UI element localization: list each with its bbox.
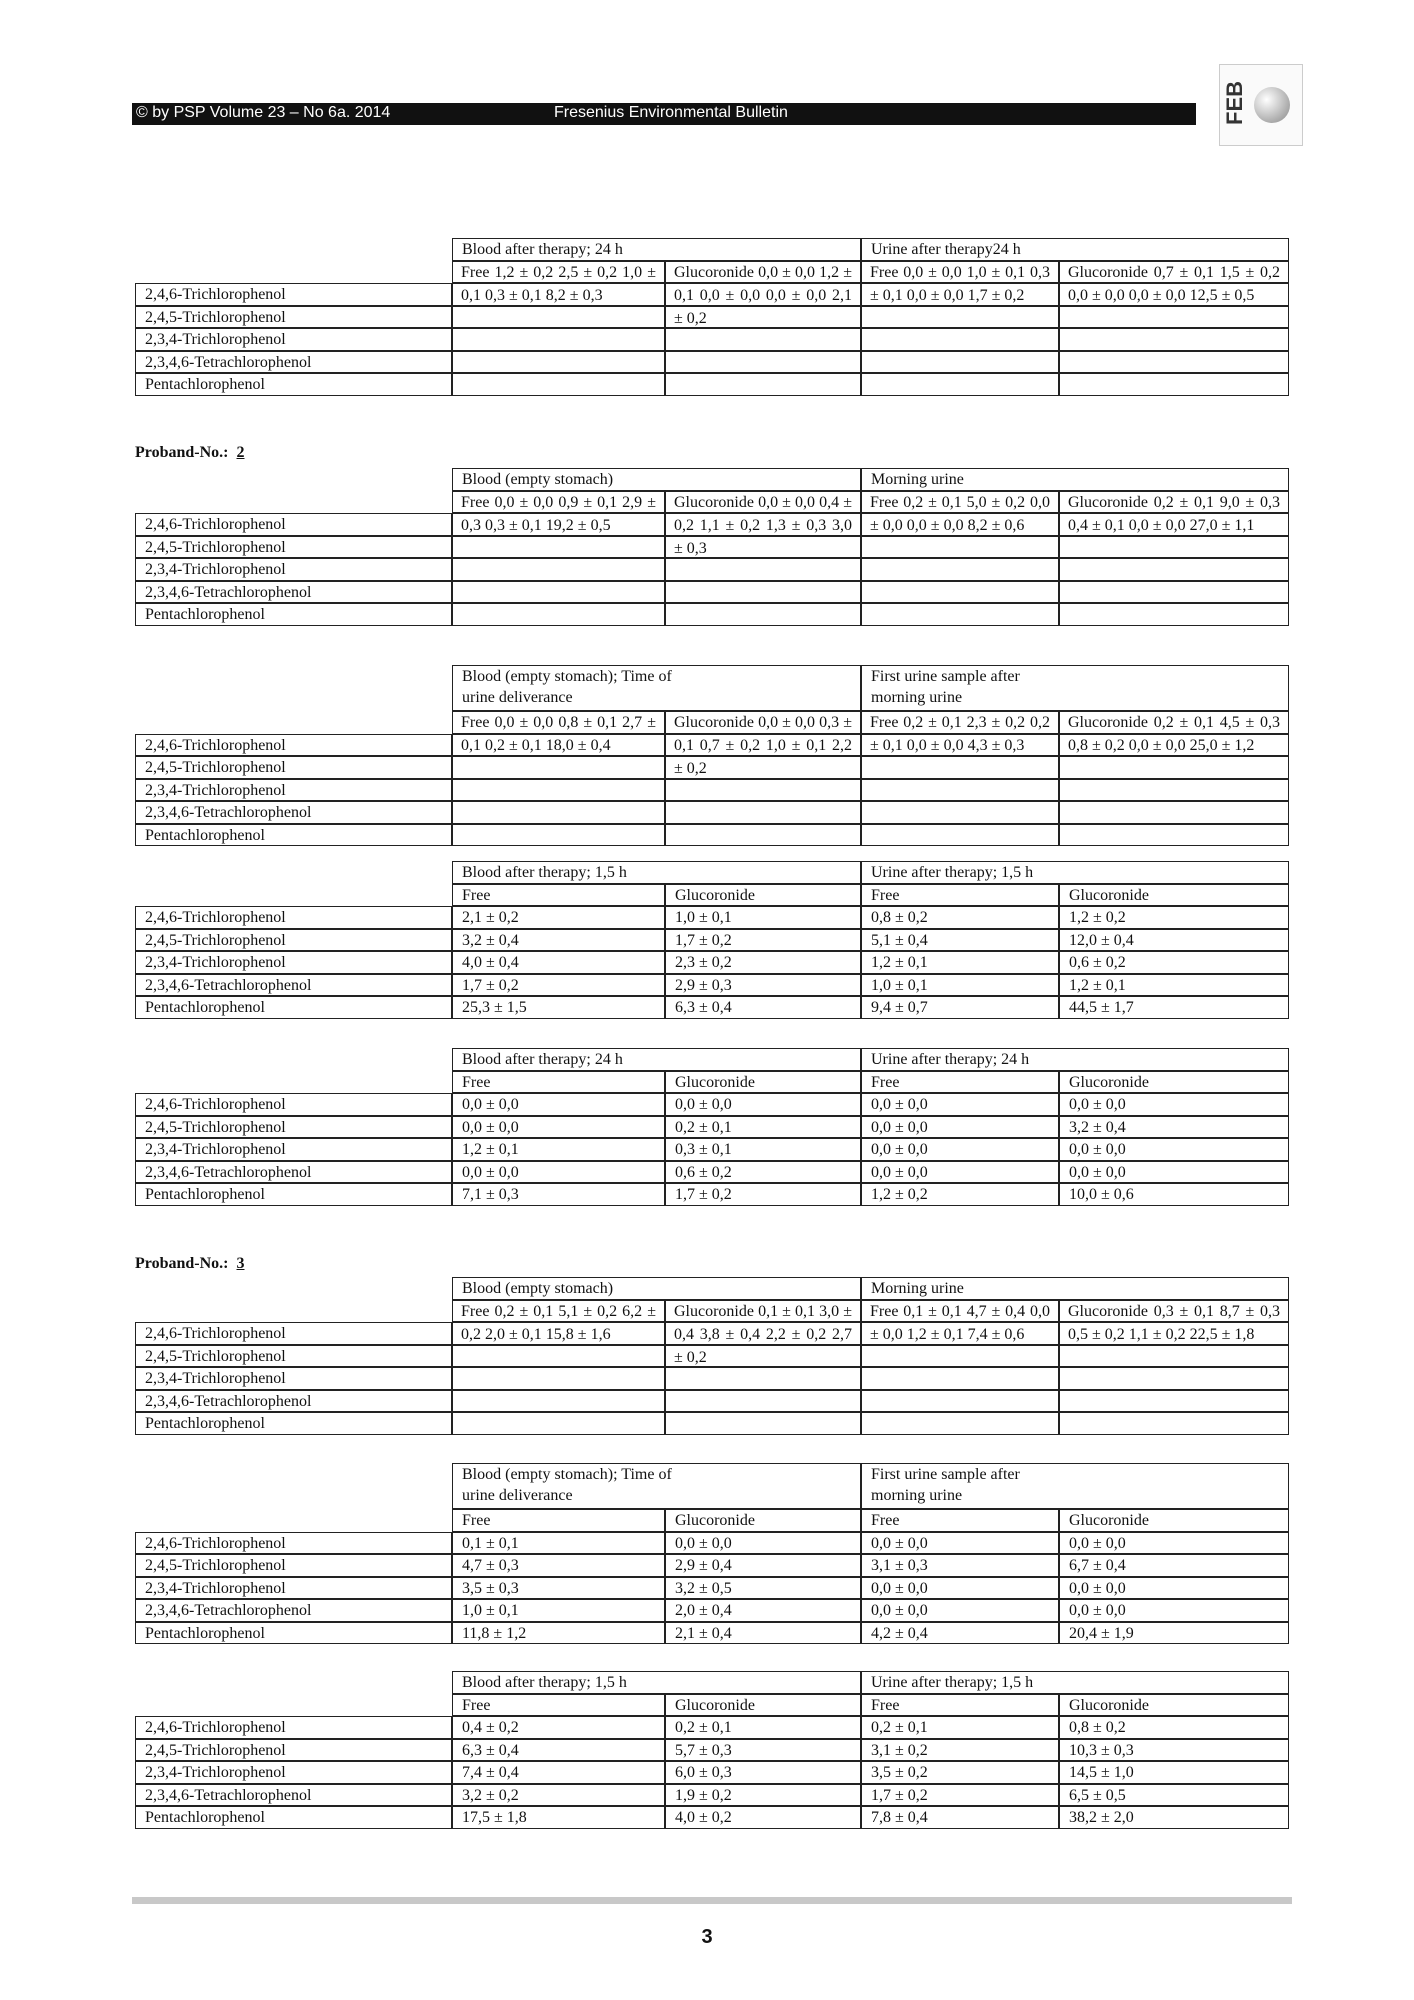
value-cell: 4,7 ± 0,3 [452,1554,665,1577]
group-header: Blood after therapy; 1,5 h [452,861,861,884]
value-cell [1059,1412,1289,1435]
group-header: Blood (empty stomach); Time of urine deliverance [452,665,861,711]
value-cell: 9,4 ± 0,7 [861,996,1059,1019]
value-cell: 3,5 ± 0,2 [861,1761,1059,1784]
value-cell [861,581,1059,604]
value-cell [1059,801,1289,824]
value-cell: 14,5 ± 1,0 [1059,1761,1289,1784]
page-number: 3 [701,1926,713,1948]
value-cell [861,801,1059,824]
compound-name: 2,3,4-Trichlorophenol [135,1577,452,1600]
value-cell [861,373,1059,396]
value-cell [452,1367,665,1390]
value-cell: 5,7 ± 0,3 [665,1739,861,1762]
value-cell: 1,2 ± 0,1 [861,951,1059,974]
proband-number: 2 [236,444,245,461]
value-cell [452,824,665,847]
compound-name: 2,3,4,6-Tetrachlorophenol [135,1784,452,1807]
group-header: Morning urine [861,468,1289,491]
compound-name: 2,3,4,6-Tetrachlorophenol [135,1599,452,1622]
value-cell [665,558,861,581]
subheader-cell: Glucoronide [1059,1509,1289,1532]
value-cell: 1,0 ± 0,1 [665,906,861,929]
value-cell: 6,7 ± 0,4 [1059,1554,1289,1577]
value-cell [665,1367,861,1390]
column-values-text: Free 1,2 ± 0,2 2,5 ± 0,2 1,0 ± 0,1 0,3 ± 0,1 8,2 ± 0,3 [461,263,656,304]
logo-text: FEB [1222,81,1247,125]
value-cell: 3,5 ± 0,3 [452,1577,665,1600]
value-cell [665,801,861,824]
subheader-cell: Free [452,884,665,907]
compound-name: 2,3,4,6-Tetrachlorophenol [135,974,452,997]
value-cell [861,328,1059,351]
value-cell: 0,0 ± 0,0 [861,1116,1059,1139]
value-cell [452,351,665,374]
compound-name: Pentachlorophenol [135,1412,452,1435]
value-cell: 0,0 ± 0,0 [1059,1532,1289,1555]
value-cell [452,1390,665,1413]
data-table [135,468,1289,626]
value-cell: 6,3 ± 0,4 [452,1739,665,1762]
group-header: First urine sample after morning urine [861,1463,1289,1509]
value-cell [665,1412,861,1435]
compound-name: 2,3,4-Trichlorophenol [135,328,452,351]
column-values-text: Free 0,2 ± 0,1 2,3 ± 0,2 0,2 ± 0,1 0,0 ± 0,0 4,3 ± 0,3 [870,714,1050,754]
value-cell: 0,0 ± 0,0 [665,1093,861,1116]
subheader-cell: Free [861,884,1059,907]
group-header: Blood (empty stomach) [452,468,861,491]
compound-name: 2,4,6-Trichlorophenol [135,906,452,929]
compound-name: Pentachlorophenol [135,373,452,396]
compound-name: Pentachlorophenol [135,1622,452,1645]
value-cell [861,824,1059,847]
value-cell: 3,1 ± 0,3 [861,1554,1059,1577]
value-cell [1059,328,1289,351]
value-cell [452,756,665,779]
column-values-text: Glucoronide 0,1 ± 0,1 3,0 ± 0,4 3,8 ± 0,4 2,2 ± 0,2 2,7 ± 0,2 [674,1302,852,1366]
value-cell: 3,2 ± 0,2 [452,1784,665,1807]
compound-name: 2,4,5-Trichlorophenol [135,1554,452,1577]
compound-name: 2,4,6-Trichlorophenol [135,1716,452,1739]
value-cell: 1,2 ± 0,1 [452,1138,665,1161]
proband-label-3 [135,1255,245,1273]
value-cell [1059,558,1289,581]
value-cell [452,1345,665,1368]
compound-name: 2,4,5-Trichlorophenol [135,756,452,779]
subheader-cell: Glucoronide [665,1694,861,1717]
value-cell: 0,0 ± 0,0 [861,1599,1059,1622]
value-cell [1059,581,1289,604]
journal-title: Fresenius Environmental Bulletin [554,104,788,121]
value-cell: 0,0 ± 0,0 [1059,1161,1289,1184]
value-cell [665,581,861,604]
value-cell: 4,0 ± 0,4 [452,951,665,974]
column-values-text: Glucoronide 0,3 ± 0,1 8,7 ± 0,3 0,5 ± 0,2 1,1 ± 0,2 22,5 ± 1,8 [1068,1302,1280,1343]
value-cell: 0,0 ± 0,0 [861,1138,1059,1161]
column-values-text: Free 0,1 ± 0,1 4,7 ± 0,4 0,0 ± 0,0 1,2 ± 0,1 7,4 ± 0,6 [870,1302,1050,1343]
compound-name: 2,3,4-Trichlorophenol [135,1761,452,1784]
value-cell [452,558,665,581]
compound-name: 2,4,6-Trichlorophenol [135,513,452,536]
value-cell [665,328,861,351]
value-cell: 1,2 ± 0,1 [1059,974,1289,997]
subheader-cell: Free [861,1071,1059,1094]
value-cell: 0,1 ± 0,1 [452,1532,665,1555]
column-values-text: Glucoronide 0,2 ± 0,1 9,0 ± 0,3 0,4 ± 0,1 0,0 ± 0,0 27,0 ± 1,1 [1068,493,1280,534]
column-values-text: Glucoronide 0,0 ± 0,0 0,4 ± 0,2 1,1 ± 0,2 1,3 ± 0,3 3,0 ± 0,3 [674,493,852,557]
value-cell: 0,0 ± 0,0 [1059,1577,1289,1600]
compound-name: 2,4,5-Trichlorophenol [135,536,452,559]
group-header: First urine sample after morning urine [861,665,1289,711]
value-cell [1059,1390,1289,1413]
value-cell: 3,1 ± 0,2 [861,1739,1059,1762]
group-header: Blood after therapy; 1,5 h [452,1671,861,1694]
compound-name: 2,4,5-Trichlorophenol [135,306,452,329]
value-cell [452,1412,665,1435]
proband-text: Proband-No.: [135,1255,229,1272]
value-cell: 2,9 ± 0,4 [665,1554,861,1577]
subheader-cell: Glucoronide [1059,1694,1289,1717]
value-cell [665,603,861,626]
value-cell [452,581,665,604]
compound-name: 2,3,4-Trichlorophenol [135,1138,452,1161]
value-cell: 3,2 ± 0,5 [665,1577,861,1600]
value-cell: 1,2 ± 0,2 [861,1183,1059,1206]
group-header: Urine after therapy; 1,5 h [861,1671,1289,1694]
compound-name: 2,3,4,6-Tetrachlorophenol [135,1390,452,1413]
value-cell [1059,351,1289,374]
subheader-cell: Glucoronide [1059,884,1289,907]
value-cell [1059,779,1289,802]
subheader-cell: Glucoronide [665,1509,861,1532]
value-cell: 2,3 ± 0,2 [665,951,861,974]
data-table [135,665,1289,846]
value-cell [861,351,1059,374]
value-cell: 2,1 ± 0,4 [665,1622,861,1645]
proband-text: Proband-No.: [135,444,229,461]
value-cell [861,1345,1059,1368]
value-cell: 10,0 ± 0,6 [1059,1183,1289,1206]
data-table [135,238,1289,396]
value-cell [1059,603,1289,626]
value-cell: 0,8 ± 0,2 [861,906,1059,929]
value-cell: 1,0 ± 0,1 [861,974,1059,997]
value-cell [1059,373,1289,396]
value-cell [861,1390,1059,1413]
value-cell [861,558,1059,581]
value-cell [452,779,665,802]
subheader-cell: Free [452,1071,665,1094]
column-values-text: Free 0,0 ± 0,0 1,0 ± 0,1 0,3 ± 0,1 0,0 ± 0,0 1,7 ± 0,2 [870,263,1050,304]
value-cell [665,373,861,396]
value-cell [665,351,861,374]
value-cell [665,779,861,802]
value-cell [861,536,1059,559]
value-cell [1059,1345,1289,1368]
proband-label-2 [135,444,245,462]
value-cell: 17,5 ± 1,8 [452,1806,665,1829]
compound-name: Pentachlorophenol [135,1183,452,1206]
compound-name: Pentachlorophenol [135,603,452,626]
value-cell: 1,0 ± 0,1 [452,1599,665,1622]
value-cell [1059,1367,1289,1390]
group-header: Blood after therapy; 24 h [452,1048,861,1071]
data-table [135,1048,1289,1206]
subheader-cell: Free [452,1694,665,1717]
value-cell [861,1412,1059,1435]
group-header: Urine after therapy24 h [861,238,1289,261]
value-cell [452,603,665,626]
subheader-cell: Free [452,1509,665,1532]
compound-name: 2,3,4-Trichlorophenol [135,779,452,802]
compound-name: 2,4,5-Trichlorophenol [135,1345,452,1368]
value-cell: 0,0 ± 0,0 [1059,1138,1289,1161]
value-cell: 2,1 ± 0,2 [452,906,665,929]
value-cell: 7,1 ± 0,3 [452,1183,665,1206]
footer-rule [132,1897,1292,1904]
value-cell [861,306,1059,329]
subheader-cell: Free [861,1509,1059,1532]
value-cell: 0,0 ± 0,0 [861,1161,1059,1184]
value-cell: 0,0 ± 0,0 [861,1093,1059,1116]
value-cell: 2,9 ± 0,3 [665,974,861,997]
value-cell: 0,2 ± 0,1 [665,1116,861,1139]
subheader-cell: Glucoronide [665,884,861,907]
value-cell [1059,756,1289,779]
value-cell: 0,3 ± 0,1 [665,1138,861,1161]
volume-info: © by PSP Volume 23 – No 6a. 2014 [136,104,391,121]
compound-name: Pentachlorophenol [135,996,452,1019]
value-cell: 38,2 ± 2,0 [1059,1806,1289,1829]
compound-name: 2,4,5-Trichlorophenol [135,1116,452,1139]
logo-ball-icon [1254,87,1290,123]
value-cell: 44,5 ± 1,7 [1059,996,1289,1019]
value-cell: 0,0 ± 0,0 [1059,1093,1289,1116]
compound-name: 2,3,4-Trichlorophenol [135,951,452,974]
value-cell [861,779,1059,802]
value-cell: 0,0 ± 0,0 [452,1093,665,1116]
value-cell: 7,4 ± 0,4 [452,1761,665,1784]
column-values-text: Glucoronide 0,0 ± 0,0 0,3 ± 0,1 0,7 ± 0,2 1,0 ± 0,1 2,2 ± 0,2 [674,714,852,777]
value-cell: 0,0 ± 0,0 [1059,1599,1289,1622]
compound-name: 2,3,4,6-Tetrachlorophenol [135,801,452,824]
compound-name: Pentachlorophenol [135,1806,452,1829]
data-table [135,1463,1289,1644]
compound-name: 2,3,4,6-Tetrachlorophenol [135,1161,452,1184]
value-cell: 20,4 ± 1,9 [1059,1622,1289,1645]
compound-name: Pentachlorophenol [135,824,452,847]
value-cell: 0,0 ± 0,0 [452,1161,665,1184]
group-header: Morning urine [861,1277,1289,1300]
value-cell [861,756,1059,779]
value-cell: 0,0 ± 0,0 [861,1577,1059,1600]
value-cell [665,824,861,847]
subheader-cell: Glucoronide [1059,1071,1289,1094]
value-cell [1059,824,1289,847]
compound-name: 2,3,4-Trichlorophenol [135,1367,452,1390]
value-cell: 3,2 ± 0,4 [1059,1116,1289,1139]
value-cell: 4,2 ± 0,4 [861,1622,1059,1645]
column-values-text: Free 0,2 ± 0,1 5,1 ± 0,2 6,2 ± 0,2 2,0 ± 0,1 15,8 ± 1,6 [461,1302,656,1343]
value-cell: 0,0 ± 0,0 [452,1116,665,1139]
compound-name: 2,4,6-Trichlorophenol [135,1322,452,1345]
value-cell [665,1390,861,1413]
feb-logo [1219,64,1303,146]
value-cell [452,328,665,351]
group-header: Urine after therapy; 1,5 h [861,861,1289,884]
group-header: Urine after therapy; 24 h [861,1048,1289,1071]
value-cell: 6,3 ± 0,4 [665,996,861,1019]
group-header: Blood after therapy; 24 h [452,238,861,261]
value-cell: 0,0 ± 0,0 [861,1532,1059,1555]
data-table [135,861,1289,1019]
value-cell: 5,1 ± 0,4 [861,929,1059,952]
value-cell: 1,7 ± 0,2 [665,929,861,952]
value-cell: 1,9 ± 0,2 [665,1784,861,1807]
journal-header-bar [132,103,1196,125]
value-cell: 0,2 ± 0,1 [861,1716,1059,1739]
column-values-text: Glucoronide 0,0 ± 0,0 1,2 ± 0,1 0,0 ± 0,0 0,0 ± 0,0 2,1 ± 0,2 [674,263,852,327]
value-cell [452,801,665,824]
data-table [135,1671,1289,1829]
value-cell: 0,4 ± 0,2 [452,1716,665,1739]
value-cell: 0,8 ± 0,2 [1059,1716,1289,1739]
column-values-text: Glucoronide 0,2 ± 0,1 4,5 ± 0,3 0,8 ± 0,2 0,0 ± 0,0 25,0 ± 1,2 [1068,714,1280,754]
column-values-text: Free 0,0 ± 0,0 0,9 ± 0,1 2,9 ± 0,3 0,3 ± 0,1 19,2 ± 0,5 [461,493,656,534]
compound-name: 2,4,6-Trichlorophenol [135,283,452,306]
value-cell: 2,0 ± 0,4 [665,1599,861,1622]
compound-name: 2,3,4,6-Tetrachlorophenol [135,351,452,374]
value-cell: 1,7 ± 0,2 [861,1784,1059,1807]
value-cell: 10,3 ± 0,3 [1059,1739,1289,1762]
subheader-cell: Glucoronide [665,1071,861,1094]
group-header: Blood (empty stomach); Time of urine deliverance [452,1463,861,1509]
value-cell: 12,0 ± 0,4 [1059,929,1289,952]
value-cell [1059,306,1289,329]
compound-name: 2,3,4-Trichlorophenol [135,558,452,581]
proband-number: 3 [236,1255,245,1272]
column-values-text: Free 0,0 ± 0,0 0,8 ± 0,1 2,7 ± 0,1 0,2 ± 0,1 18,0 ± 0,4 [461,714,656,754]
column-values-text: Free 0,2 ± 0,1 5,0 ± 0,2 0,0 ± 0,0 0,0 ± 0,0 8,2 ± 0,6 [870,493,1050,534]
group-header: Blood (empty stomach) [452,1277,861,1300]
subheader-cell: Free [861,1694,1059,1717]
compound-name: 2,4,5-Trichlorophenol [135,1739,452,1762]
value-cell: 25,3 ± 1,5 [452,996,665,1019]
value-cell: 0,6 ± 0,2 [1059,951,1289,974]
value-cell: 1,7 ± 0,2 [452,974,665,997]
value-cell: 6,5 ± 0,5 [1059,1784,1289,1807]
value-cell: 3,2 ± 0,4 [452,929,665,952]
value-cell: 4,0 ± 0,2 [665,1806,861,1829]
compound-name: 2,4,6-Trichlorophenol [135,1093,452,1116]
compound-name: 2,4,6-Trichlorophenol [135,1532,452,1555]
value-cell: 11,8 ± 1,2 [452,1622,665,1645]
value-cell: 0,2 ± 0,1 [665,1716,861,1739]
data-table [135,1277,1289,1435]
value-cell [861,603,1059,626]
compound-name: 2,4,6-Trichlorophenol [135,734,452,757]
compound-name: 2,4,5-Trichlorophenol [135,929,452,952]
value-cell [452,306,665,329]
value-cell [1059,536,1289,559]
value-cell: 0,6 ± 0,2 [665,1161,861,1184]
value-cell: 1,2 ± 0,2 [1059,906,1289,929]
value-cell [452,536,665,559]
column-values-text: Glucoronide 0,7 ± 0,1 1,5 ± 0,2 0,0 ± 0,0 0,0 ± 0,0 12,5 ± 0,5 [1068,263,1280,304]
compound-name: 2,3,4,6-Tetrachlorophenol [135,581,452,604]
value-cell: 6,0 ± 0,3 [665,1761,861,1784]
value-cell: 7,8 ± 0,4 [861,1806,1059,1829]
value-cell: 0,0 ± 0,0 [665,1532,861,1555]
value-cell [861,1367,1059,1390]
value-cell [452,373,665,396]
value-cell: 1,7 ± 0,2 [665,1183,861,1206]
